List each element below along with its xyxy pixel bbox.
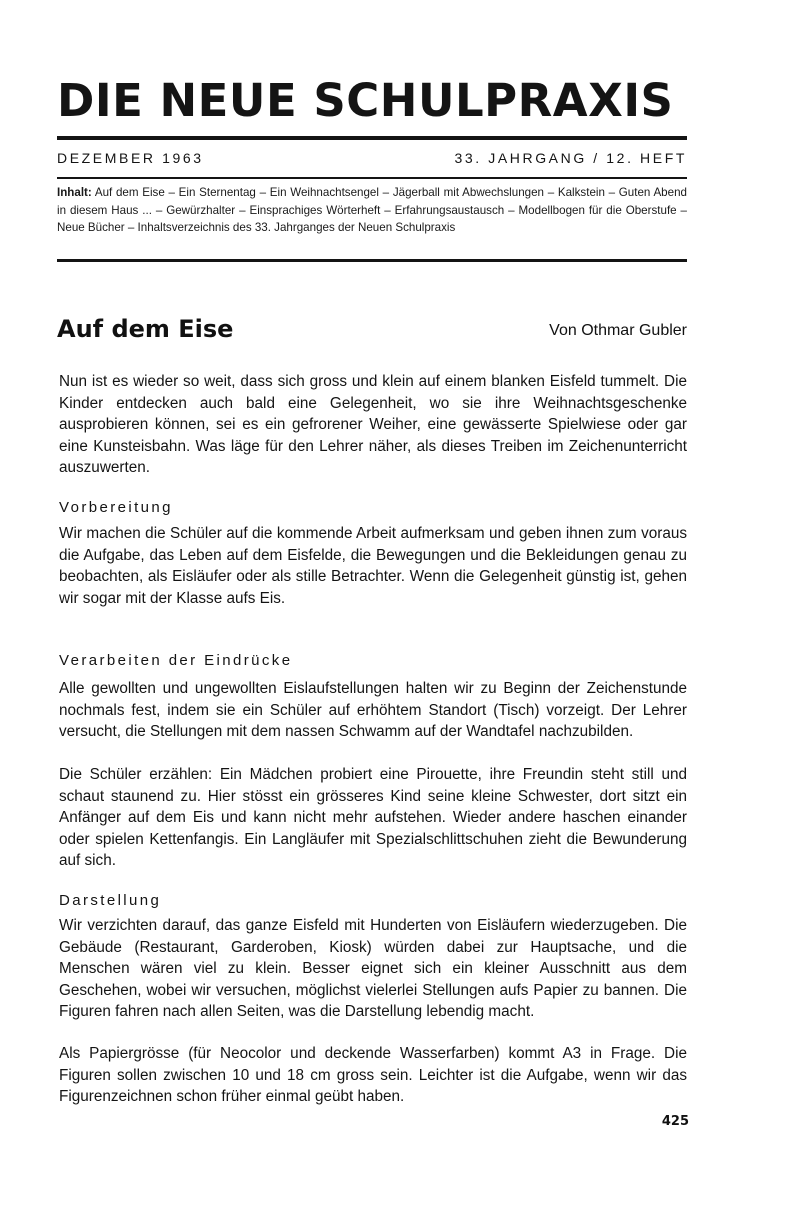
contents-rule xyxy=(57,259,687,262)
section-paragraph: Wir verzichten darauf, das ganze Eisfeld mit Hunderten von Eisläufern wiederzugeben. Die Gebäude (Restaurant, Garderoben, Kiosk) würden dabei zur Hauptsache, und die Menschen wären viel zu klein. Besser eignet sich ein kleiner Ausschnitt aus dem Geschehen, wobei wir versuchen, möglichst vielerlei Stellungen aufs Papier zu bannen. Die Figuren fahren nach allen Seiten, was die Darstellung lebendig macht. xyxy=(59,917,687,1020)
issue-volume: 33. JAHRGANG / 12. HEFT xyxy=(454,150,687,166)
section-paragraph: Alle gewollten und ungewollten Eislaufstellungen halten wir zu Beginn der Zeichenstunde nochmals fest, indem sie ein Schüler auf erhöhtem Standort (Tisch) vorzeigt. Der Lehrer versucht, die Stellungen mit dem nassen Schwamm auf der Wandtafel nachzubilden. xyxy=(59,680,687,740)
article-title: Auf dem Eise xyxy=(57,315,234,343)
section-heading: Darstellung xyxy=(59,892,162,909)
section-paragraph: Als Papiergrösse (für Neocolor und deckende Wasserfarben) kommt A3 in Frage. Die Figuren sollen zwischen 10 und 18 cm gross sein. Leichter ist die Aufgabe, wenn wir das Figurenzeichnen schon früher einmal geübt haben. xyxy=(59,1045,687,1105)
issue-info xyxy=(57,150,687,166)
contents-label: Inhalt: xyxy=(57,186,92,199)
article-author: Von Othmar Gubler xyxy=(549,322,687,339)
journal-masthead: DIE NEUE SCHULPRAXIS xyxy=(57,74,674,127)
section-heading: Verarbeiten der Eindrücke xyxy=(59,652,293,669)
issue-rule xyxy=(57,177,687,179)
section-paragraph: Wir machen die Schüler auf die kommende Arbeit aufmerksam und geben ihnen zum voraus die Aufgabe, das Leben auf dem Eisfelde, die Bewegungen und die Bekleidungen genau zu beobachten, als Eisläufer oder als stille Betrachter. Wenn die Gelegenheit günstig ist, gehen wir sogar mit der Klasse aufs Eis. xyxy=(59,525,687,607)
intro-paragraph: Nun ist es wieder so weit, dass sich gross und klein auf einem blanken Eisfeld tummelt. Die Kinder entdecken auch bald eine Gelegenheit, wo sie ihre Weihnachtsgeschenke ausprobieren können, sei es ein gefrorener Weiher, eine gewässerte Spielwiese oder gar eine Kunsteisbahn. Was läge für den Lehrer näher, als dieses Treiben im Zeichenunterricht auszuwerten. xyxy=(59,373,687,476)
issue-date: DEZEMBER 1963 xyxy=(57,150,204,166)
masthead-rule xyxy=(57,136,687,140)
table-of-contents xyxy=(57,184,687,237)
section-paragraph: Die Schüler erzählen: Ein Mädchen probiert eine Pirouette, ihre Freundin steht still und schaut staunend zu. Hier stösst ein grösseres Kind seine kleine Schwester, dort sitzt ein Anfänger auf dem Eis und kann nicht mehr aufstehen. Wieder andere haschen einander oder spielen Kettenfangis. Ein Langläufer mit Spezialschlittschuhen zieht die Bewunderung auf sich. xyxy=(59,766,687,869)
page-number: 425 xyxy=(661,1114,689,1129)
contents-text: Auf dem Eise – Ein Sternentag – Ein Weihnachtsengel – Jägerball mit Abwechslungen – Kalkstein – Guten Abend in diesem Haus ... – Gewürzhalter – Einsprachiges Wörterheft – Erfahrungsaustausch – Modellbogen für die Oberstufe – Neue Bücher – Inhaltsverzeichnis des 33. Jahrganges der Neuen Schulpraxis xyxy=(57,186,687,234)
section-heading: Vorbereitung xyxy=(59,499,173,516)
